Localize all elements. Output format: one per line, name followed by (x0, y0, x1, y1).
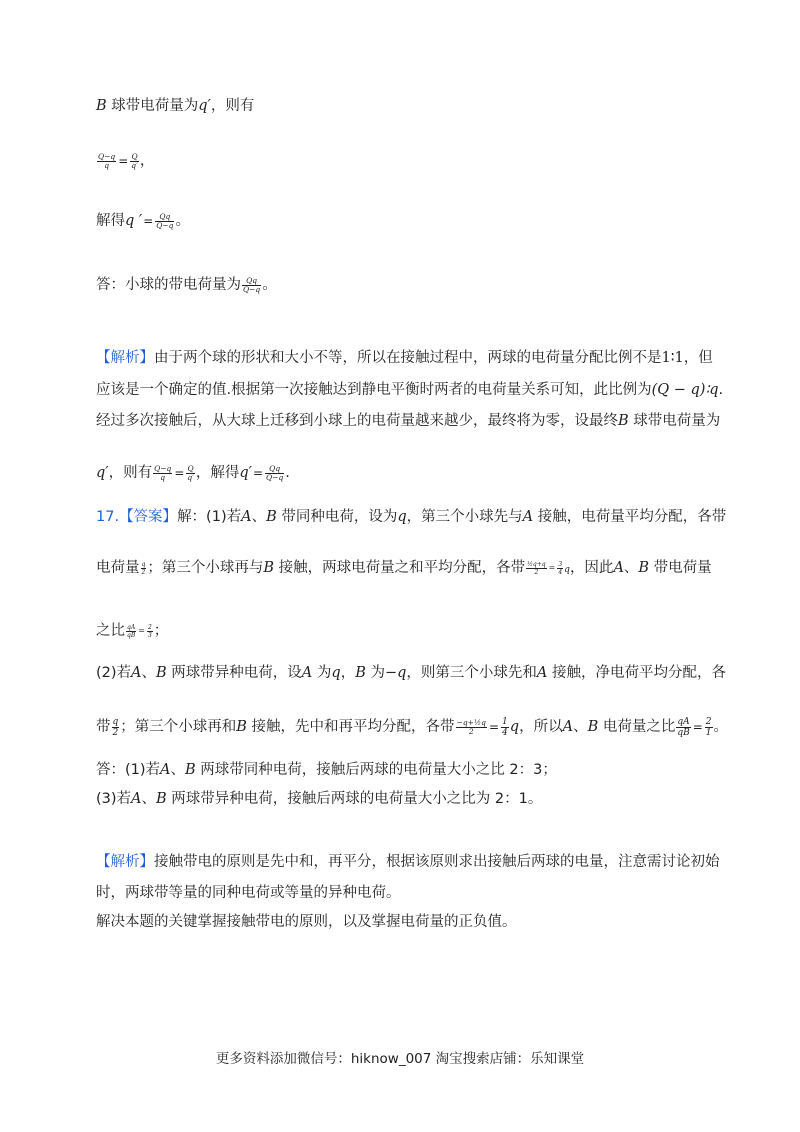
fraction: $\frac{Q}{q'}$ (131, 151, 138, 170)
analysis-line-3: 经过多次接触后，从大球上迁移到小球上的电荷量越来越少，最终将为零，设最终B 球带电荷量为 (96, 413, 721, 429)
q17-final-answer-1: 答：(1)若A、B 两球带同种电荷，接触后两球的电荷量大小之比 2：3； (96, 762, 557, 778)
line-b-charge: B 球带电荷量为q′，则有 (96, 98, 255, 114)
analysis-line-1: 【解析】由于两个球的形状和大小不等，所以在接触过程中，两球的电荷量分配比例不是1∶1，但 (96, 350, 713, 366)
fraction: $\frac{2}{1}$ (705, 716, 712, 738)
analysis-line-2: 应该是一个确定的值.根据第一次接触达到静电平衡时两者的电荷量关系可知，此比例为(Q − q)∶q. (96, 382, 724, 398)
fraction: $\frac{Q}{q'}$ (187, 463, 194, 482)
analysis-line-4: q′，则有 $\frac{Q-q}{q}$ = $\frac{Q}{q'}$ ，解得q′= $\frac{Qq}{Q-q}$ . (96, 463, 290, 482)
q17-answer-line-4: (2)若A、B 两球带异种电荷，设A 为q，B 为−q，则第三个小球先和A 接触，净电荷平均分配，各 (96, 665, 726, 681)
q17-final-answer-2: (3)若A、B 两球带异种电荷，接触后两球的电荷量大小之比为 2：1。 (96, 791, 543, 807)
fraction: $\frac{\text{½q+q}}{2}$ (527, 560, 546, 576)
analysis2-line-3: 解决本题的关键掌握接触带电的原则，以及掌握电荷量的正负值。 (96, 914, 517, 930)
page-footer: 更多资料添加微信号：hiknow_007 淘宝搜索店铺：乐知课堂 (215, 1051, 585, 1067)
analysis-tag: 【解析】 (96, 854, 154, 870)
fraction: $\frac{qA}{qB}$ (677, 716, 690, 738)
fraction: $\frac{Qq}{Q-q}$ (243, 275, 261, 294)
analysis2-line-1: 【解析】接触带电的原则是先中和，再平分，根据该原则求出接触后两球的电量，注意需讨论初始 (96, 854, 720, 870)
q17-answer-line-5: 带 $\frac{q}{2}$ ；第三个小球再和B 接触，先中和再平均分配，各带 $\frac{\text{−q+½q}}{2}$ = $\frac{1}{4}$ q，所以A、B 电荷量之比 $\frac{qA}{qB}$ = $\frac{2}{1}$ 。 (96, 716, 728, 738)
answer-line: 答：小球的带电荷量为 $\frac{Qq}{Q-q}$ 。 (96, 275, 277, 294)
fraction: $\frac{Q-q}{q}$ (98, 151, 116, 170)
fraction: $\frac{q}{2}$ (141, 560, 146, 576)
q17-answer-line-3: 之比 $\frac{qA}{qB}$ = $\frac{2}{3}$ ； (96, 623, 169, 639)
fraction: $\frac{qA}{qB}$ (127, 623, 136, 639)
analysis-tag: 【解析】 (96, 350, 154, 366)
fraction: $\frac{3}{4}$ (558, 560, 563, 576)
q17-answer-line-2: 电荷量 $\frac{q}{2}$ ；第三个小球再与B 接触，两球电荷量之和平均分配，各带 $\frac{\text{½q+q}}{2}$ = $\frac{3}{4}$ q，因此A、B 带电荷量 (96, 560, 712, 576)
fraction: $\frac{q}{2}$ (112, 716, 119, 738)
q17-answer-line-1: 17.【答案】解：(1)若A、B 带同种电荷，设为q，第三个小球先与A 接触，电荷量平均分配，各带 (96, 509, 727, 525)
fraction: $\frac{Qq}{Q-q}$ (266, 463, 284, 482)
analysis2-line-2: 时，两球带等量的同种电荷或等量的异种电荷。 (96, 885, 401, 901)
equation-solution: 解得q ′= $\frac{Qq}{Q-q}$ 。 (96, 211, 190, 230)
equation-ratio: $\frac{Q-q}{q}$ = $\frac{Q}{q'}$ ， (98, 151, 155, 170)
fraction: $\frac{Q-q}{q}$ (154, 463, 172, 482)
question-number: 17. (96, 509, 120, 525)
answer-tag: 【答案】 (119, 509, 178, 525)
fraction: $\frac{\text{−q+½q}}{2}$ (456, 717, 486, 736)
fraction: $\frac{2}{3}$ (147, 623, 152, 639)
fraction: $\frac{1}{4}$ (502, 716, 508, 738)
fraction: $\frac{Qq}{Q-q}$ (156, 211, 174, 230)
